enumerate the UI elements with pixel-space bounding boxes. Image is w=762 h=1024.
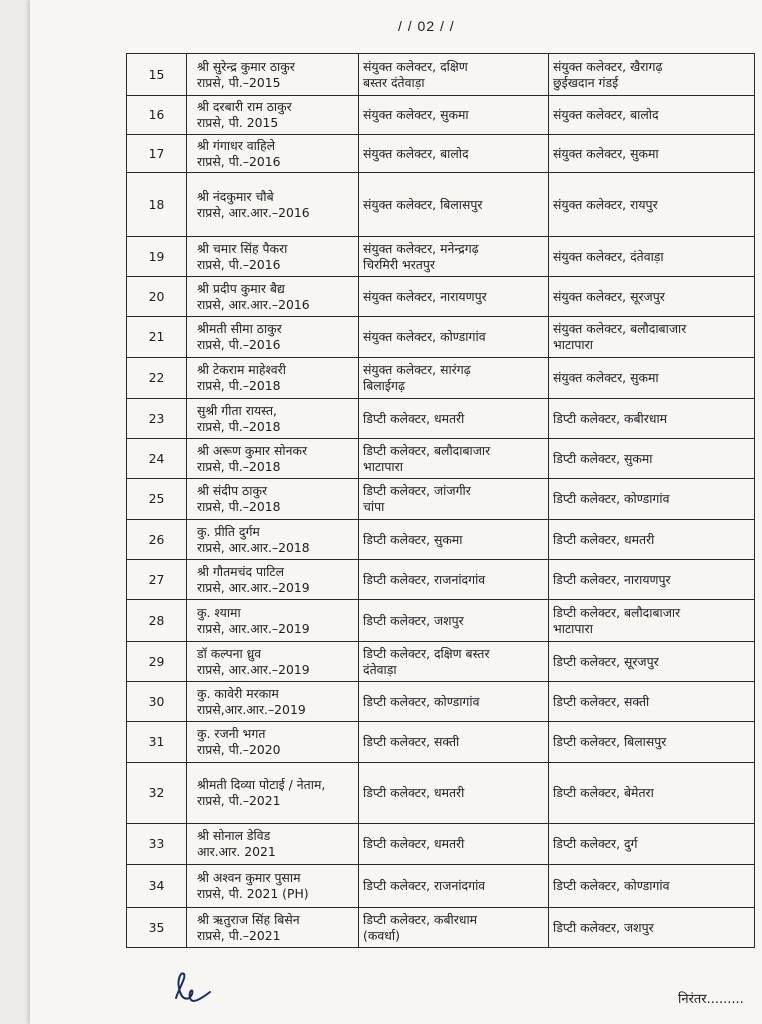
- officer-name: श्री संदीप ठाकुर: [197, 483, 268, 498]
- officer-cell: [187, 358, 359, 399]
- serial-number-cell: 33: [127, 824, 187, 865]
- new-posting-cell: [549, 277, 755, 317]
- officer-cell: [187, 763, 359, 824]
- current-posting-line: दंतेवाड़ा: [363, 661, 397, 677]
- continued-note: निरंतर.........: [678, 992, 744, 1007]
- current-posting-cell: [359, 600, 549, 642]
- current-posting-cell: [359, 682, 549, 722]
- officer-name: श्री चमार सिंह पैकरा: [197, 240, 288, 256]
- table-row: [127, 439, 755, 479]
- officer-name: श्री सुरेन्द्र कुमार ठाकुर: [197, 58, 295, 74]
- page-number: / / 02 / /: [398, 18, 455, 34]
- officer-service: राप्रसे, आर.आर.–2019: [197, 661, 310, 677]
- table-row: [127, 135, 755, 173]
- officer-name: श्री अश्वन कुमार पुसाम: [197, 870, 301, 885]
- serial-number-cell: 28: [127, 600, 187, 642]
- officer-cell: [187, 682, 359, 722]
- officer-service: राप्रसे, पी.–2021: [197, 927, 281, 943]
- officer-service: राप्रसे, पी.–2015: [197, 74, 281, 90]
- serial-number-cell: 35: [127, 908, 187, 948]
- officer-service: राप्रसे, आर.आर.–2019: [197, 620, 310, 636]
- officer-service: राप्रसे, पी.–2021: [197, 793, 281, 808]
- serial-number-cell: 19: [127, 237, 187, 277]
- officer-service: राप्रसे, पी.–2016: [197, 256, 281, 272]
- officer-name: श्रीमती सीमा ठाकुर: [197, 321, 282, 336]
- officer-name: श्री गौतमचंद पाटिल: [197, 563, 285, 579]
- new-posting-cell: [549, 479, 755, 520]
- new-posting-line: डिप्टी कलेक्टर, सुकमा: [553, 450, 653, 466]
- new-posting-cell: [549, 865, 755, 908]
- new-posting-line: संयुक्त कलेक्टर, बालोद: [553, 107, 659, 122]
- new-posting-cell: [549, 560, 755, 600]
- current-posting-cell: [359, 317, 549, 358]
- current-posting-cell: [359, 96, 549, 135]
- officer-name: डॉ कल्पना ध्रुव: [197, 645, 262, 661]
- new-posting-line: डिप्टी कलेक्टर, कोण्डागांव: [553, 491, 670, 506]
- current-posting-line: बिलाईगढ़: [363, 378, 405, 393]
- new-posting-line: डिप्टी कलेक्टर, सक्ती: [553, 693, 650, 709]
- new-posting-cell: [549, 54, 755, 96]
- current-posting-line: डिप्टी कलेक्टर, दक्षिण बस्तर: [363, 645, 490, 661]
- officer-service: राप्रसे, पी.–2016: [197, 337, 281, 352]
- new-posting-line: डिप्टी कलेक्टर, जशपुर: [553, 919, 654, 935]
- table-row: [127, 560, 755, 600]
- officer-service: राप्रसे, आर.आर.–2016: [197, 296, 310, 312]
- new-posting-cell: [549, 908, 755, 948]
- officer-service: राप्रसे, पी. 2015: [197, 115, 279, 130]
- table-row: [127, 763, 755, 824]
- new-posting-line: भाटापारा: [553, 620, 593, 636]
- officer-service: राप्रसे, पी.–2018: [197, 378, 281, 393]
- serial-number-cell: 18: [127, 173, 187, 237]
- current-posting-line: डिप्टी कलेक्टर, कबीरधाम: [363, 911, 478, 927]
- new-posting-line: डिप्टी कलेक्टर, कबीरधाम: [553, 410, 668, 426]
- new-posting-cell: [549, 439, 755, 479]
- signature-mark: [170, 968, 216, 1010]
- officer-service: राप्रसे, आर.आर.–2016: [197, 204, 310, 220]
- current-posting-cell: [359, 277, 549, 317]
- current-posting-line: संयुक्त कलेक्टर, सारंगढ़: [363, 362, 471, 377]
- officer-cell: [187, 642, 359, 682]
- current-posting-line: बस्तर दंतेवाड़ा: [363, 74, 425, 90]
- officer-name: कु. प्रीति दुर्गम: [197, 523, 260, 539]
- table-row: [127, 54, 755, 96]
- new-posting-line: डिप्टी कलेक्टर, बिलासपुर: [553, 734, 667, 749]
- current-posting-cell: [359, 520, 549, 560]
- officer-name: श्री टेकराम माहेश्वरी: [197, 362, 286, 377]
- serial-number-cell: 17: [127, 135, 187, 173]
- officer-name: श्री नंदकुमार चौबे: [197, 188, 274, 204]
- table-row: [127, 520, 755, 560]
- current-posting-line: संयुक्त कलेक्टर, बिलासपुर: [363, 196, 483, 212]
- table-row: [127, 173, 755, 237]
- table-row: [127, 824, 755, 865]
- officer-service: राप्रसे, पी.–2018: [197, 418, 281, 434]
- serial-number-cell: 16: [127, 96, 187, 135]
- new-posting-cell: [549, 722, 755, 763]
- current-posting-line: डिप्टी कलेक्टर, कोण्डागांव: [363, 693, 480, 709]
- officer-cell: [187, 520, 359, 560]
- officer-cell: [187, 399, 359, 439]
- transfer-table: [126, 53, 755, 948]
- current-posting-line: (कवर्धा): [363, 927, 400, 943]
- current-posting-line: संयुक्त कलेक्टर, मनेन्द्रगढ़: [363, 240, 479, 256]
- table-row: [127, 399, 755, 439]
- serial-number-cell: 31: [127, 722, 187, 763]
- transfer-table-body: [127, 54, 755, 948]
- new-posting-line: डिप्टी कलेक्टर, बेमेतरा: [553, 785, 654, 800]
- current-posting-line: डिप्टी कलेक्टर, जशपुर: [363, 612, 464, 628]
- officer-cell: [187, 722, 359, 763]
- new-posting-line: संयुक्त कलेक्टर, सुकमा: [553, 370, 659, 385]
- officer-name: श्री गंगाधर वाहिले: [197, 137, 275, 153]
- current-posting-cell: [359, 865, 549, 908]
- officer-cell: [187, 237, 359, 277]
- current-posting-cell: [359, 237, 549, 277]
- officer-name: कु. श्यामा: [197, 604, 241, 620]
- new-posting-line: डिप्टी कलेक्टर, बलौदाबाजार: [553, 604, 681, 620]
- new-posting-cell: [549, 135, 755, 173]
- officer-service: राप्रसे, पी.–2016: [197, 153, 281, 169]
- current-posting-line: डिप्टी कलेक्टर, राजनांदगांव: [363, 878, 486, 893]
- new-posting-line: डिप्टी कलेक्टर, नारायणपुर: [553, 571, 671, 587]
- current-posting-line: डिप्टी कलेक्टर, जांजगीर: [363, 483, 471, 498]
- officer-name: श्रीमती दिव्या पोटाई / नेताम,: [197, 777, 326, 792]
- new-posting-cell: [549, 237, 755, 277]
- new-posting-cell: [549, 642, 755, 682]
- table-row: [127, 600, 755, 642]
- current-posting-line: संयुक्त कलेक्टर, दक्षिण: [363, 58, 468, 74]
- serial-number-cell: 34: [127, 865, 187, 908]
- current-posting-cell: [359, 439, 549, 479]
- table-row: [127, 317, 755, 358]
- officer-name: श्री अरूण कुमार सोनकर: [197, 442, 308, 458]
- officer-cell: [187, 54, 359, 96]
- new-posting-line: संयुक्त कलेक्टर, खैरागढ़: [553, 58, 663, 74]
- current-posting-line: डिप्टी कलेक्टर, धमतरी: [363, 785, 465, 800]
- current-posting-cell: [359, 763, 549, 824]
- table-row: [127, 237, 755, 277]
- officer-cell: [187, 479, 359, 520]
- new-posting-cell: [549, 520, 755, 560]
- officer-service: राप्रसे, पी.–2020: [197, 742, 281, 757]
- serial-number-cell: 20: [127, 277, 187, 317]
- officer-cell: [187, 865, 359, 908]
- serial-number-cell: 25: [127, 479, 187, 520]
- current-posting-line: संयुक्त कलेक्टर, कोण्डागांव: [363, 329, 486, 344]
- current-posting-cell: [359, 135, 549, 173]
- officer-service: राप्रसे, आर.आर.–2019: [197, 579, 310, 595]
- serial-number-cell: 22: [127, 358, 187, 399]
- new-posting-line: डिप्टी कलेक्टर, सूरजपुर: [553, 653, 659, 669]
- document-page: [30, 0, 762, 1024]
- serial-number-cell: 27: [127, 560, 187, 600]
- officer-cell: [187, 277, 359, 317]
- current-posting-cell: [359, 722, 549, 763]
- new-posting-line: डिप्टी कलेक्टर, कोण्डागांव: [553, 878, 670, 893]
- officer-cell: [187, 173, 359, 237]
- current-posting-cell: [359, 824, 549, 865]
- current-posting-line: डिप्टी कलेक्टर, सक्ती: [363, 734, 460, 749]
- new-posting-line: भाटापारा: [553, 337, 593, 352]
- table-row: [127, 277, 755, 317]
- current-posting-cell: [359, 358, 549, 399]
- serial-number-cell: 23: [127, 399, 187, 439]
- current-posting-line: भाटापारा: [363, 458, 403, 474]
- officer-cell: [187, 824, 359, 865]
- new-posting-line: संयुक्त कलेक्टर, रायपुर: [553, 196, 658, 212]
- table-row: [127, 682, 755, 722]
- officer-name: श्री प्रदीप कुमार बैद्य: [197, 280, 285, 296]
- current-posting-line: संयुक्त कलेक्टर, सुकमा: [363, 107, 469, 122]
- current-posting-line: संयुक्त कलेक्टर, नारायणपुर: [363, 288, 487, 304]
- table-row: [127, 358, 755, 399]
- current-posting-cell: [359, 479, 549, 520]
- new-posting-line: संयुक्त कलेक्टर, दंतेवाड़ा: [553, 248, 664, 264]
- officer-cell: [187, 135, 359, 173]
- officer-cell: [187, 439, 359, 479]
- new-posting-line: छुईखदान गंडई: [553, 74, 619, 90]
- current-posting-cell: [359, 908, 549, 948]
- new-posting-cell: [549, 682, 755, 722]
- new-posting-line: डिप्टी कलेक्टर, धमतरी: [553, 531, 655, 547]
- current-posting-cell: [359, 560, 549, 600]
- new-posting-cell: [549, 824, 755, 865]
- new-posting-cell: [549, 96, 755, 135]
- current-posting-line: डिप्टी कलेक्टर, राजनांदगांव: [363, 571, 486, 587]
- officer-service: राप्रसे, पी.–2018: [197, 458, 281, 474]
- table-row: [127, 642, 755, 682]
- serial-number-cell: 30: [127, 682, 187, 722]
- officer-name: कु. कावेरी मरकाम: [197, 685, 279, 701]
- new-posting-line: संयुक्त कलेक्टर, सुकमा: [553, 145, 659, 161]
- table-row: [127, 722, 755, 763]
- officer-cell: [187, 96, 359, 135]
- new-posting-cell: [549, 399, 755, 439]
- current-posting-line: चांपा: [363, 499, 385, 514]
- current-posting-cell: [359, 54, 549, 96]
- serial-number-cell: 15: [127, 54, 187, 96]
- officer-name: सुश्री गीता रायस्त,: [197, 402, 277, 418]
- officer-cell: [187, 317, 359, 358]
- officer-name: कु. रजनी भगत: [197, 726, 266, 741]
- serial-number-cell: 32: [127, 763, 187, 824]
- officer-name: श्री सोनाल डेविड: [197, 828, 271, 843]
- current-posting-line: डिप्टी कलेक्टर, बलौदाबाजार: [363, 442, 491, 458]
- new-posting-line: संयुक्त कलेक्टर, बलौदाबाजार: [553, 321, 687, 336]
- new-posting-line: संयुक्त कलेक्टर, सूरजपुर: [553, 288, 665, 304]
- serial-number-cell: 21: [127, 317, 187, 358]
- officer-service: राप्रसे, पी. 2021 (PH): [197, 886, 309, 901]
- current-posting-cell: [359, 642, 549, 682]
- table-row: [127, 865, 755, 908]
- new-posting-cell: [549, 317, 755, 358]
- officer-cell: [187, 600, 359, 642]
- officer-service: राप्रसे,आर.आर.–2019: [197, 701, 306, 717]
- serial-number-cell: 29: [127, 642, 187, 682]
- officer-name: श्री ऋतुराज सिंह बिसेन: [197, 911, 300, 927]
- table-row: [127, 479, 755, 520]
- table-row: [127, 908, 755, 948]
- officer-name: श्री दरबारी राम ठाकुर: [197, 99, 292, 114]
- officer-service: आर.आर. 2021: [197, 844, 276, 859]
- serial-number-cell: 24: [127, 439, 187, 479]
- new-posting-line: डिप्टी कलेक्टर, दुर्ग: [553, 836, 638, 851]
- officer-cell: [187, 908, 359, 948]
- officer-cell: [187, 560, 359, 600]
- current-posting-cell: [359, 399, 549, 439]
- current-posting-line: संयुक्त कलेक्टर, बालोद: [363, 145, 469, 161]
- officer-service: राप्रसे, पी.–2018: [197, 499, 281, 514]
- officer-service: राप्रसे, आर.आर.–2018: [197, 539, 310, 555]
- current-posting-line: डिप्टी कलेक्टर, सुकमा: [363, 531, 463, 547]
- new-posting-cell: [549, 173, 755, 237]
- current-posting-cell: [359, 173, 549, 237]
- current-posting-line: चिरमिरी भरतपुर: [363, 256, 435, 272]
- current-posting-line: डिप्टी कलेक्टर, धमतरी: [363, 836, 465, 851]
- new-posting-cell: [549, 763, 755, 824]
- new-posting-cell: [549, 600, 755, 642]
- current-posting-line: डिप्टी कलेक्टर, धमतरी: [363, 410, 465, 426]
- new-posting-cell: [549, 358, 755, 399]
- serial-number-cell: 26: [127, 520, 187, 560]
- table-row: [127, 96, 755, 135]
